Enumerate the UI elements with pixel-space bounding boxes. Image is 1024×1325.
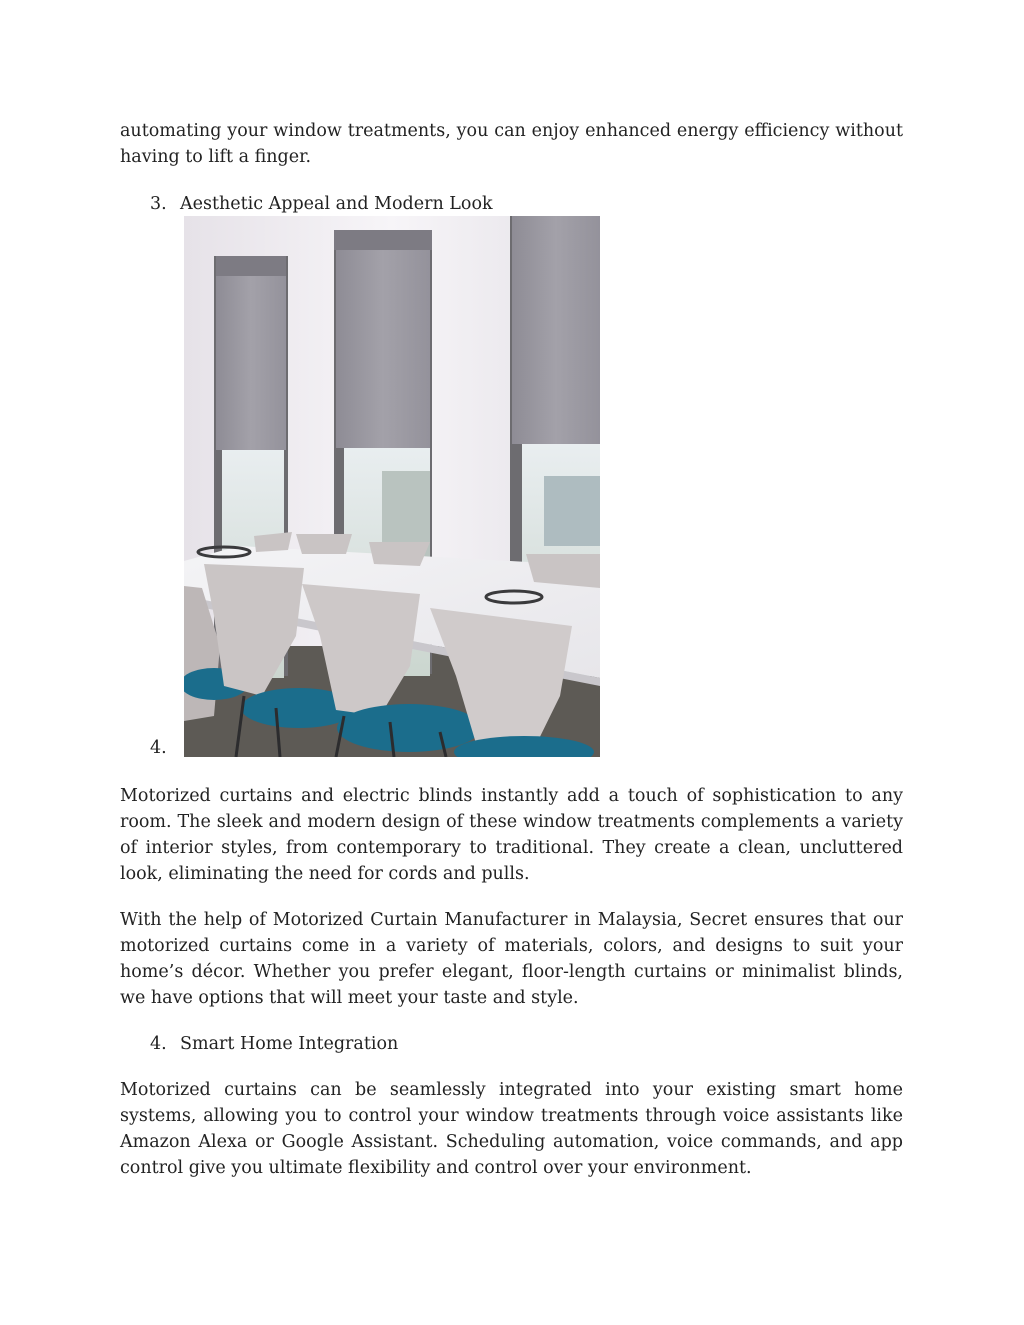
intro-paragraph: automating your window treatments, you can enjoy enhanced energy efficiency without having to lift a finger. — [120, 121, 903, 167]
list-item-3 — [120, 191, 903, 217]
meeting-room-photo — [184, 216, 600, 757]
document-page — [120, 118, 903, 1181]
list-number-4-image: 4. — [150, 738, 167, 758]
list-item-4 — [120, 1031, 903, 1057]
list-title-aesthetic: Aesthetic Appeal and Modern Look — [180, 194, 493, 214]
aesthetic-paragraph-1: Motorized curtains and electric blinds instantly add a touch of sophistication to any room. The sleek and modern design of these window treatments complements a variety of interior styles, from contemporary to traditional. They create a clean, uncluttered look, eliminating the need for cords and pulls. — [120, 786, 903, 884]
list-number-4: 4. — [150, 1034, 167, 1054]
list-title-smart-home: Smart Home Integration — [180, 1034, 399, 1054]
smart-home-paragraph: Motorized curtains can be seamlessly integrated into your existing smart home systems, allowing you to control your window treatments through voice assistants like Amazon Alexa or Google Assistant. Scheduling automation, voice commands, and app control give you ultimate flexibility and control over your environment. — [120, 1080, 903, 1178]
list-item-4-image — [120, 216, 903, 757]
list-number-3: 3. — [150, 194, 167, 214]
aesthetic-paragraph-2: With the help of Motorized Curtain Manufacturer in Malaysia, Secret ensures that our motorized curtains come in a variety of materials, colors, and designs to suit your home’s décor. Whether you prefer elegant, floor-length curtains or minimalist blinds, we have options that will meet your taste and style. — [120, 910, 903, 1008]
